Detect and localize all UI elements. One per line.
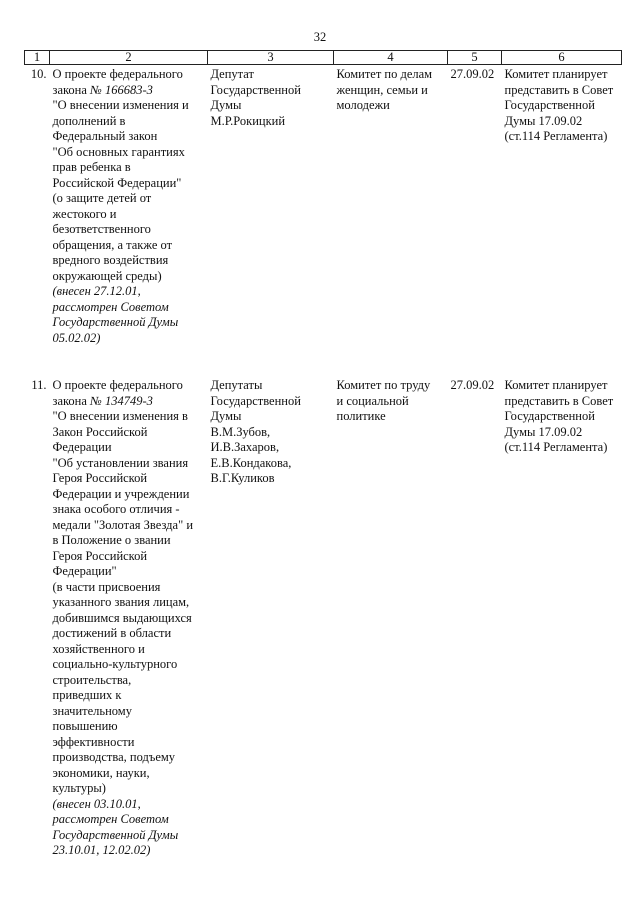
bill-title-line: дополнений в (52, 113, 126, 128)
bill-title-line: "О внесении изменения в (52, 409, 188, 423)
note-line: Государственной (504, 409, 595, 423)
bill-title-line: "О внесении изменения и (52, 98, 189, 112)
spacer-cell (50, 346, 208, 376)
author-line: Депутаты (210, 378, 263, 392)
bill-title-line: Государственной Думы (52, 827, 179, 842)
bill-title-line: культуры) (52, 781, 106, 795)
committee-line: и социальной (336, 393, 409, 408)
bill-title-line: медали "Золотая Звезда" и (52, 517, 194, 532)
item-number: 10. (30, 67, 47, 81)
note-line: Государственной (504, 98, 595, 112)
spacer-cell (208, 346, 334, 376)
bill-title-line: вредного воздействия (52, 253, 169, 267)
author-line: Депутат (210, 67, 254, 81)
table-row (25, 65, 622, 347)
bill-number: № 134749-3 (90, 393, 153, 408)
note-line: представить в Совет (504, 82, 614, 97)
table-row (25, 376, 622, 859)
row-spacer (25, 346, 622, 376)
bill-title-line: (внесен 27.12.01, (52, 284, 141, 298)
bill-title-line: хозяйственного и (52, 641, 145, 656)
bill-title-line: закона № 134749-3 (52, 393, 153, 408)
bill-title-line: строительства, (52, 672, 132, 687)
column-header: 3 (208, 51, 334, 65)
spacer-cell (448, 346, 502, 376)
bill-title-cell (50, 376, 208, 859)
spacer-cell (25, 346, 50, 376)
bill-title-line: 23.10.01, 12.02.02) (52, 843, 151, 857)
column-header: 1 (25, 51, 50, 65)
bill-number: № 166683-3 (90, 82, 153, 97)
date-cell: 27.09.02 (450, 378, 495, 392)
bill-title-line: достижений в области (52, 626, 172, 640)
bill-title-line: Героя Российской (52, 471, 148, 485)
bill-title-line: закона № 166683-3 (52, 82, 153, 97)
bill-title-line: Героя Российской (52, 548, 148, 563)
bill-title-line: безответственного (52, 222, 151, 236)
author-cell (208, 65, 334, 347)
bill-title-line: (в части присвоения (52, 579, 161, 594)
author-line: И.В.Захаров, (210, 440, 280, 454)
bill-title-line: 05.02.02) (52, 330, 101, 345)
bill-title-line: обращения, а также от (52, 237, 173, 252)
bill-title-line: социально-культурного (52, 657, 178, 671)
bill-title-line: прав ребенка в (52, 160, 131, 174)
author-line: Государственной (210, 82, 301, 97)
item-number: 11. (31, 378, 47, 392)
bill-title-line: Федерации (52, 440, 112, 454)
author-line: Думы (210, 409, 242, 423)
committee-line: политике (336, 409, 386, 423)
committee-cell (334, 376, 448, 859)
bill-title-line: "Об основных гарантиях (52, 144, 185, 159)
author-line: Думы (210, 98, 242, 112)
author-line: М.Р.Рокицкий (210, 113, 286, 128)
author-line: В.Г.Куликов (210, 471, 275, 485)
bill-title-line: Закон Российской (52, 424, 148, 439)
spacer-cell (334, 346, 448, 376)
bill-title-line: в Положение о звании (52, 533, 171, 547)
column-number-header-row (25, 51, 622, 65)
bill-title-line: жестокого и (52, 206, 117, 221)
date-cell: 27.09.02 (450, 67, 495, 81)
bill-title-line: Российской Федерации" (52, 175, 182, 190)
bill-title-line: Федеральный закон (52, 129, 158, 143)
bill-title-line: "Об установлении звания (52, 455, 189, 470)
bill-title-line: О проекте федерального (52, 67, 183, 81)
note-cell (502, 65, 622, 347)
page-number: 32 (313, 30, 327, 44)
committee-cell (334, 65, 448, 347)
note-cell (502, 376, 622, 859)
column-header: 6 (502, 51, 622, 65)
note-line: (ст.114 Регламента) (504, 129, 608, 143)
author-line: Государственной (210, 393, 301, 408)
bill-title-line: добившимся выдающихся (52, 610, 192, 625)
bill-title-line: О проекте федерального (52, 378, 183, 392)
bill-title-line: указанного звания лицам, (52, 595, 190, 609)
bill-title-line: рассмотрен Советом (52, 812, 169, 826)
bill-title-line: эффективности (52, 734, 135, 749)
bill-title-line: производства, подъему (52, 750, 176, 764)
bill-title-line: значительному (52, 703, 132, 718)
bill-title-line: Государственной Думы (52, 315, 179, 329)
bill-title-line: повышению (52, 719, 118, 733)
committee-line: женщин, семьи и (336, 82, 428, 97)
note-line: Думы 17.09.02 (504, 424, 583, 439)
author-line: В.М.Зубов, (210, 424, 271, 439)
author-line: Е.В.Кондакова, (210, 455, 292, 470)
bill-title-line: Федерации" (52, 564, 117, 578)
bill-title-cell (50, 65, 208, 347)
bill-title-line: рассмотрен Советом (52, 299, 169, 314)
agenda-table (24, 50, 622, 859)
committee-line: Комитет по делам (336, 67, 433, 81)
committee-line: Комитет по труду (336, 378, 431, 392)
note-line: Думы 17.09.02 (504, 113, 583, 128)
bill-title-line: экономики, науки, (52, 765, 150, 780)
note-line: представить в Совет (504, 393, 614, 408)
bill-title-line: (о защите детей от (52, 191, 152, 205)
note-line: Комитет планирует (504, 378, 608, 392)
bill-title-line: окружающей среды) (52, 268, 162, 283)
author-cell (208, 376, 334, 859)
spacer-cell (502, 346, 622, 376)
note-line: Комитет планирует (504, 67, 608, 81)
column-header: 2 (50, 51, 208, 65)
bill-title-line: Федерации и учреждении (52, 486, 190, 501)
bill-title-line: приведших к (52, 688, 122, 702)
table-body (25, 65, 622, 859)
bill-title-line: (внесен 03.10.01, (52, 796, 141, 811)
column-header: 4 (334, 51, 448, 65)
bill-title-line: знака особого отличия - (52, 502, 180, 516)
column-header: 5 (448, 51, 502, 65)
committee-line: молодежи (336, 98, 390, 112)
note-line: (ст.114 Регламента) (504, 440, 608, 454)
